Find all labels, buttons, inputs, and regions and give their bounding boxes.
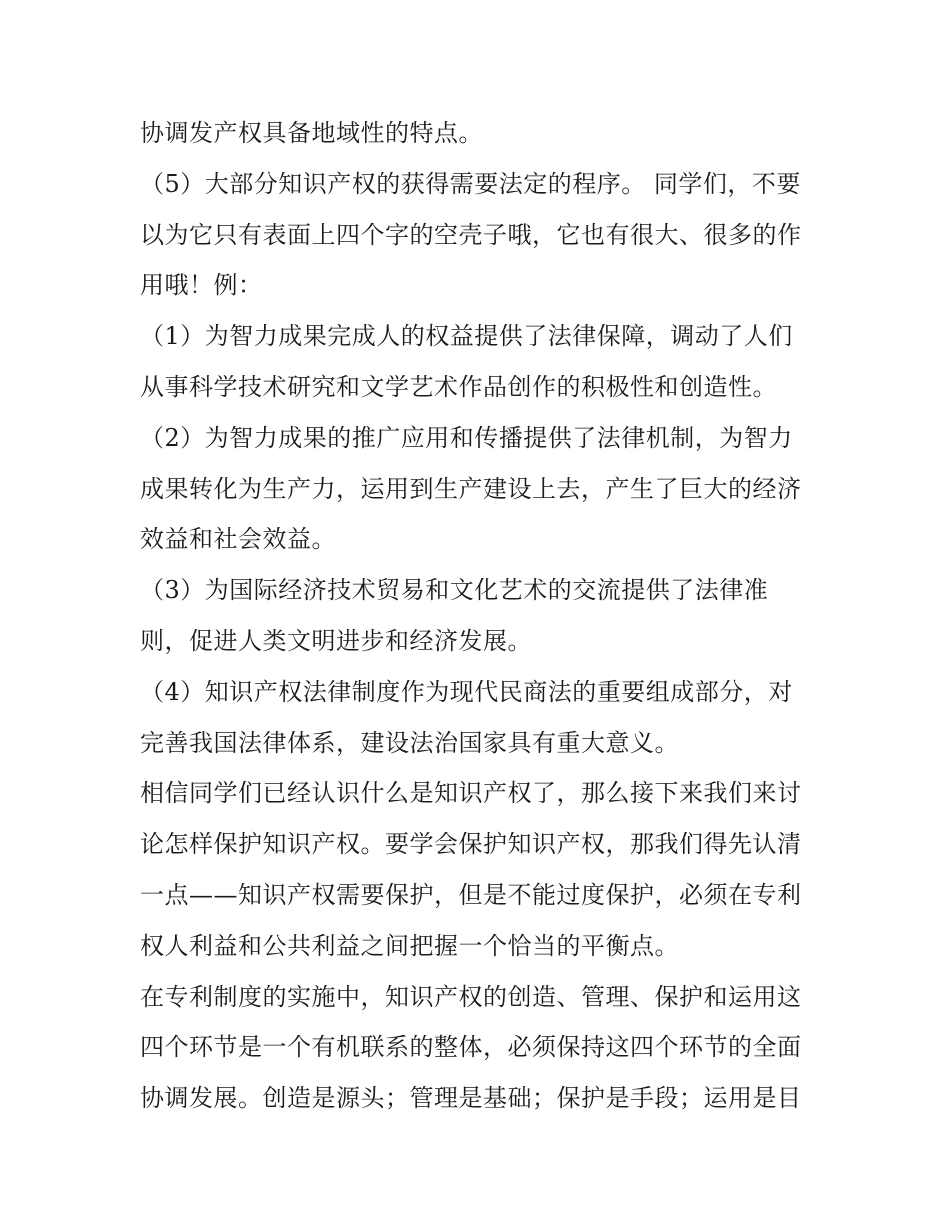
text-line: 权人利益和公共利益之间把握一个恰当的平衡点。 [140, 931, 679, 960]
text-line: 在专利制度的实施中，知识产权的创造、管理、保护和运用这 [140, 982, 802, 1011]
text-line: （4）知识产权法律制度作为现代民商法的重要组成部分，对 [140, 677, 793, 706]
text-line: 相信同学们已经认识什么是知识产权了，那么接下来我们来讨 [140, 779, 802, 808]
document-body [140, 108, 820, 1124]
text-line: 用哦！例： [140, 271, 263, 300]
text-line: 效益和社会效益。 [140, 525, 336, 554]
text-line: 协调发展。创造是源头；管理是基础；保护是手段；运用是目 [140, 1084, 802, 1113]
text-line: 从事科学技术研究和文学艺术作品创作的积极性和创造性。 [140, 372, 777, 401]
text-line: 四个环节是一个有机联系的整体，必须保持这四个环节的全面 [140, 1033, 802, 1062]
text-line: 论怎样保护知识产权。要学会保护知识产权，那我们得先认清 [140, 830, 802, 859]
text-line: 以为它只有表面上四个字的空壳子哦，它也有很大、很多的作 [140, 220, 802, 249]
text-line: （5）大部分知识产权的获得需要法定的程序。 同学们，不要 [140, 169, 801, 198]
text-line: 成果转化为生产力，运用到生产建设上去，产生了巨大的经济 [140, 474, 802, 503]
text-line: （1）为智力成果完成人的权益提供了法律保障，调动了人们 [140, 322, 793, 351]
text-line: 完善我国法律体系，建设法治国家具有重大意义。 [140, 728, 679, 757]
text-line: （3）为国际经济技术贸易和文化艺术的交流提供了法律准 [140, 576, 769, 605]
text-line: 协调发产权具备地域性的特点。 [140, 119, 483, 147]
text-line: 则，促进人类文明进步和经济发展。 [140, 626, 532, 655]
text-line: （2）为智力成果的推广应用和传播提供了法律机制，为智力 [140, 423, 793, 452]
text-line: 一点——知识产权需要保护，但是不能过度保护，必须在专利 [140, 880, 802, 909]
